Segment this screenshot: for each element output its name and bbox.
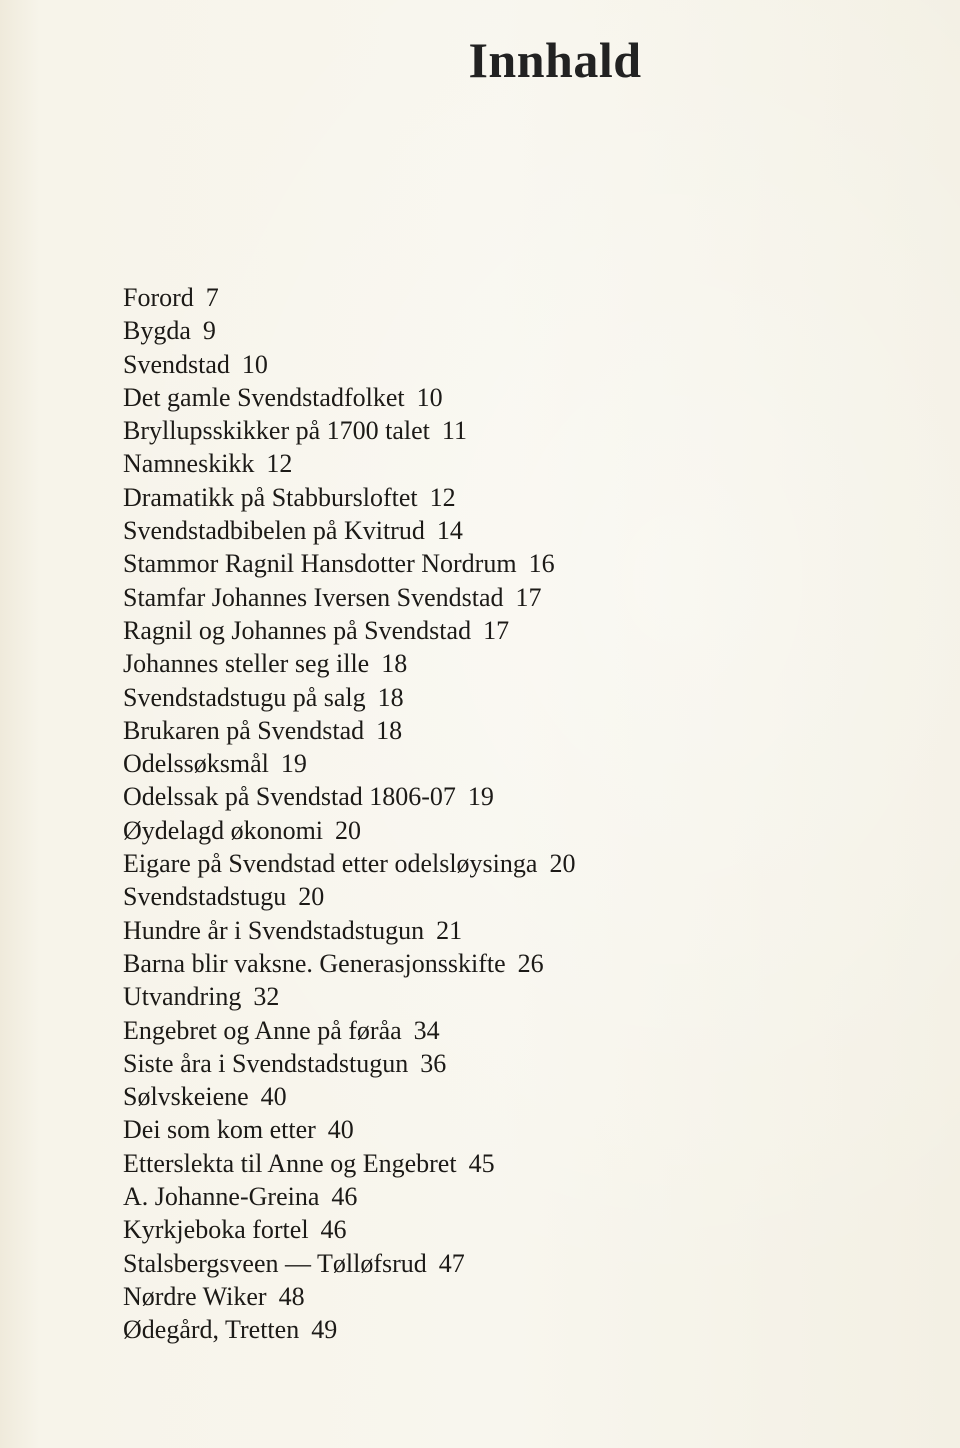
toc-entry [123, 1180, 575, 1213]
toc-entry [123, 314, 575, 347]
toc-entry-page: 10 [241, 349, 268, 379]
toc-entry-page: 49 [311, 1315, 338, 1345]
toc-entry-page: 12 [266, 449, 293, 479]
toc-entry-label: Kyrkjeboka fortel [123, 1215, 309, 1245]
toc-entry-page: 19 [467, 782, 494, 812]
toc-entry-page: 34 [413, 1015, 440, 1045]
toc-entry-page: 40 [327, 1115, 354, 1145]
toc-entry [123, 914, 575, 947]
toc-entry-page: 47 [438, 1248, 465, 1278]
toc-entry-page: 17 [483, 615, 510, 645]
toc-entry-label: Etterslekta til Anne og Engebret [123, 1148, 457, 1178]
toc-entry [123, 414, 575, 447]
page-title: Innhald [468, 31, 642, 88]
toc-entry-page: 9 [202, 316, 216, 346]
toc-entry-page: 46 [320, 1215, 347, 1245]
toc-entry-page: 12 [429, 482, 456, 512]
toc-entry-label: Ragnil og Johannes på Svendstad [123, 615, 472, 645]
toc-entry-label: Odelssak på Svendstad 1806-07 [123, 782, 456, 812]
toc-entry-label: Odelssøksmål [123, 749, 269, 779]
toc-entry-page: 36 [420, 1048, 447, 1078]
toc-entry-label: Ødegård, Tretten [123, 1315, 300, 1345]
toc-entry-page: 10 [416, 382, 443, 412]
toc-entry-label: Hundre år i Svendstadstugun [123, 915, 425, 945]
toc-entry-label: Utvandring [123, 982, 242, 1012]
toc-entry-page: 48 [278, 1281, 305, 1311]
toc-entry-label: Dei som kom etter [123, 1115, 316, 1145]
toc-entry-page: 17 [515, 582, 542, 612]
toc-entry [123, 547, 575, 580]
toc-entry-page: 21 [436, 915, 463, 945]
toc-entry-label: Stammor Ragnil Hansdotter Nordrum [123, 549, 517, 579]
toc-entry-label: Stalsbergsveen — Tølløfsrud [123, 1248, 427, 1278]
toc-entry-page: 46 [331, 1182, 358, 1212]
toc-entry [123, 1047, 575, 1080]
toc-entry-label: Øydelagd økonomi [123, 815, 324, 845]
toc-entry [123, 980, 575, 1013]
toc-entry-label: Brukaren på Svendstad [123, 715, 365, 745]
table-of-contents [123, 281, 575, 1347]
toc-entry-page: 11 [441, 416, 467, 446]
toc-entry-label: Forord [123, 283, 194, 312]
toc-entry-label: Bygda [123, 316, 191, 346]
toc-entry-label: Svendstadstugu [123, 882, 287, 912]
toc-entry [123, 847, 575, 880]
toc-entry-label: A. Johanne-Greina [123, 1182, 320, 1212]
toc-entry-label: Bryllupsskikker på 1700 talet [123, 416, 430, 446]
toc-entry [123, 614, 575, 647]
toc-entry-label: Det gamle Svendstadfolket [123, 382, 405, 412]
toc-entry [123, 1313, 575, 1346]
toc-entry [123, 581, 575, 614]
toc-entry [123, 447, 575, 480]
toc-entry-label: Namneskikk [123, 449, 255, 479]
toc-entry-page: 19 [280, 749, 307, 779]
toc-entry-page: 18 [376, 715, 403, 745]
toc-entry [123, 780, 575, 813]
toc-entry-label: Svendstadbibelen på Kvitrud [123, 516, 425, 546]
toc-entry [123, 481, 575, 514]
toc-entry-page: 14 [436, 516, 463, 546]
toc-entry-page: 18 [381, 649, 408, 679]
toc-entry-label: Engebret og Anne på føråa [123, 1015, 402, 1045]
toc-entry [123, 714, 575, 747]
toc-entry-page: 26 [517, 948, 544, 978]
toc-entry [123, 281, 575, 314]
toc-entry-label: Johannes steller seg ille [123, 649, 370, 679]
toc-entry [123, 947, 575, 980]
toc-entry [123, 880, 575, 913]
toc-entry [123, 647, 575, 680]
toc-entry-page: 32 [253, 982, 280, 1012]
toc-entry [123, 747, 575, 780]
toc-entry-label: Dramatikk på Stabbursloftet [123, 482, 418, 512]
toc-entry-label: Sølvskeiene [123, 1082, 249, 1112]
toc-entry [123, 514, 575, 547]
toc-entry-page: 20 [335, 815, 362, 845]
toc-entry-page: 45 [468, 1148, 495, 1178]
toc-entry-label: Svendstad [123, 349, 230, 379]
toc-entry-page: 7 [205, 283, 219, 312]
toc-entry [123, 1247, 575, 1280]
toc-entry [123, 814, 575, 847]
toc-entry-page: 18 [377, 682, 404, 712]
toc-entry [123, 1014, 575, 1047]
toc-entry [123, 1080, 575, 1113]
toc-entry [123, 348, 575, 381]
toc-entry [123, 1213, 575, 1246]
toc-entry-label: Svendstadstugu på salg [123, 682, 366, 712]
toc-entry-page: 16 [528, 549, 555, 579]
toc-entry-label: Barna blir vaksne. Generasjonsskifte [123, 948, 506, 978]
toc-entry-page: 20 [298, 882, 325, 912]
toc-entry-label: Nørdre Wiker [123, 1281, 267, 1311]
toc-entry [123, 1280, 575, 1313]
toc-entry [123, 381, 575, 414]
toc-entry [123, 1113, 575, 1146]
toc-entry-label: Eigare på Svendstad etter odelsløysinga [123, 849, 538, 879]
toc-entry-page: 40 [260, 1082, 287, 1112]
toc-entry-label: Siste åra i Svendstadstugun [123, 1048, 409, 1078]
toc-entry-label: Stamfar Johannes Iversen Svendstad [123, 582, 504, 612]
toc-entry [123, 1147, 575, 1180]
toc-entry-page: 20 [549, 849, 576, 879]
toc-entry [123, 681, 575, 714]
